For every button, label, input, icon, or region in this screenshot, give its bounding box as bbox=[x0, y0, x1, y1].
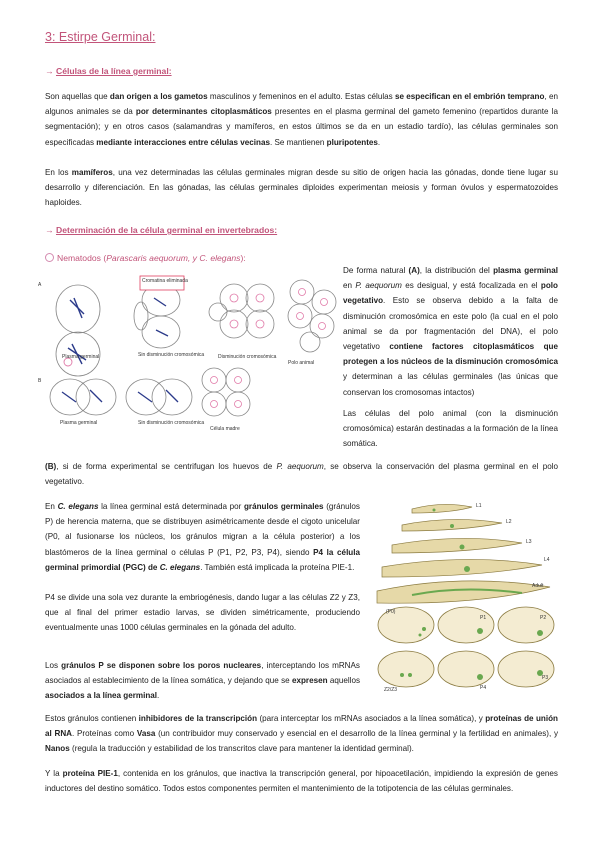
caption-chromatin-eliminated: Cromatina eliminada bbox=[142, 278, 188, 284]
stage-l4: L4 bbox=[544, 557, 550, 563]
multi-cell-embryo-a bbox=[209, 284, 274, 338]
paragraph-c-elegans: En C. elegans la línea germinal está determinada por gránulos germinales (gránulos P) de herencia materna, que se distribuyen asimétricamente desde el cigoto unicelular (P0, al fusionarse los núcleos, los gránulos migran a la célula posterior) a los blastómeros de la línea germinal o células P (P1, P2, P3, P4), siendo P4 la célula germinal primordial (PGC) de C. elegans. También está implicada la proteína PIE-1. bbox=[45, 502, 361, 572]
heading-text: Células de la línea germinal: bbox=[55, 66, 172, 76]
c-elegans-figure bbox=[372, 495, 558, 695]
bullet-circle-icon bbox=[45, 253, 54, 262]
caption-mother-cell: Célula madre bbox=[210, 426, 240, 432]
paragraph-p4-division: P4 se divide una sola vez durante la embriogénesis, dando lugar a las células Z2 y Z3, que al final del primer estadio larvas, se dividen simétricamente, produciendo eventualmente unas 1000 células germinales en la gónada del adulto. bbox=[45, 593, 360, 633]
two-cell-embryo-a bbox=[56, 285, 100, 376]
caption-germ-plasm: Plasma germinal bbox=[62, 354, 100, 360]
caption-no-diminution-b: Sin disminución cromosómica bbox=[138, 420, 205, 426]
cell-p4: P4 bbox=[480, 685, 487, 691]
four-cell-embryo bbox=[134, 284, 180, 348]
multi-cell-embryo-b bbox=[202, 368, 250, 416]
cell-p0: (P0) bbox=[386, 609, 396, 615]
paragraph-pie1: Y la proteína PIE-1, contenida en los gránulos, que inactiva la transcripción general, por hipoacetilación, impidiendo la expresión de genes inductores del destino somático. Todos estos componentes permiten el mantenimiento de la totipotencia de las células germinales. bbox=[45, 769, 558, 794]
section-title: 3: Estirpe Germinal: bbox=[45, 30, 156, 44]
paragraph-germ-cells: Son aquellas que dan origen a los gametos masculinos y femeninos en el adulto. Estas células se especifican en el embrión temprano, en algunos animales se da por determinantes citoplasmáticos presentes en el plasma germinal del gameto femenino (repartidos durante la segmentación); y en otros casos (salamandras y mamíferos, en estos últimos se da en un estadio tardío), las células germinales son especificadas mediante interacciones entre células vecinas. Se mantienen pluripotentes. bbox=[45, 92, 558, 147]
cell-p2: P2 bbox=[540, 615, 547, 621]
early-embryos bbox=[378, 607, 554, 687]
paragraph-natural-distribution: De forma natural (A), la distribución del plasma germinal en P. aequorum es desigual, y está focalizada en el polo vegetativo. Esto se observa debido a la falta de disminución cromosómica en este polo (la cual en el polo animal se da por fragmentación del DNA), el polo vegetativo contiene factores citoplasmáticos que protegen a los núcleos de la disminución cromosómica y determinan a las células germinales (las únicas que conservan los cromosomas intactos) bbox=[343, 266, 558, 397]
nematodes-subheading: Nematodos (Parascaris aequorum, y C. elegans): bbox=[45, 253, 246, 263]
stage-adult: Adult bbox=[532, 583, 544, 589]
heading-germ-line-cells bbox=[45, 66, 172, 76]
worm-larvae bbox=[377, 504, 550, 603]
caption-no-diminution: Sin disminución cromosómica bbox=[138, 352, 205, 358]
stage-l3: L3 bbox=[526, 539, 532, 545]
caption-germ-plasm-b: Plasma germinal bbox=[60, 420, 98, 426]
paragraph-experimental: (B), si de forma experimental se centrifugan los huevos de P. aequorum, se observa la conservación del plasma germinal en el polo vegetativo. bbox=[45, 462, 558, 487]
paragraph-granule-content: Estos gránulos contienen inhibidores de la transcripción (para interceptar los mRNAs asociados a la línea somática), y proteínas de unión al RNA. Proteínas como Vasa (un contribuidor muy conservado y esencial en el desarrollo de la línea germinal y la fertilidad en animales), y Nanos (regula la traducción y estabilidad de los transcritos clave para mantener la identidad germinal). bbox=[45, 714, 558, 754]
figure-label-b: B bbox=[38, 378, 42, 384]
cell-p3: P3 bbox=[542, 675, 549, 681]
cells-z2-z3: Z2/Z3 bbox=[384, 687, 398, 693]
stage-l1: L1 bbox=[476, 503, 482, 509]
cell-p1: P1 bbox=[480, 615, 487, 621]
two-cell-embryo-b bbox=[50, 379, 116, 415]
paragraph-p-granules: Los gránulos P se disponen sobre los poros nucleares, interceptando los mRNAs asociados al establecimiento de la línea somática, y dejando que se expresen aquellos asociados a la línea germinal. bbox=[45, 661, 360, 701]
figure-label-a: A bbox=[38, 282, 42, 288]
arrow-icon: → bbox=[45, 225, 54, 235]
parascaris-figure bbox=[38, 272, 338, 454]
caption-diminution: Disminución cromosómica bbox=[218, 354, 277, 360]
caption-animal-pole: Polo animal bbox=[288, 360, 315, 366]
stage-l2: L2 bbox=[506, 519, 512, 525]
paragraph-animal-pole: Las células del polo animal (con la disminución cromosómica) estarán destinadas a la formación de la línea somática. bbox=[343, 409, 558, 449]
arrow-icon: → bbox=[45, 66, 54, 76]
heading-text: Determinación de la célula germinal en invertebrados: bbox=[55, 225, 278, 235]
heading-invertebrates bbox=[45, 225, 277, 235]
paragraph-mammals: En los mamíferos, una vez determinadas las células germinales migran desde su sitio de origen hacia las gónadas, donde tiene lugar su desarrollo y diferenciación. En las gónadas, las células germinales diploides experimentan meiosis y forman óvulos y espermatozoides haploides. bbox=[45, 168, 558, 208]
